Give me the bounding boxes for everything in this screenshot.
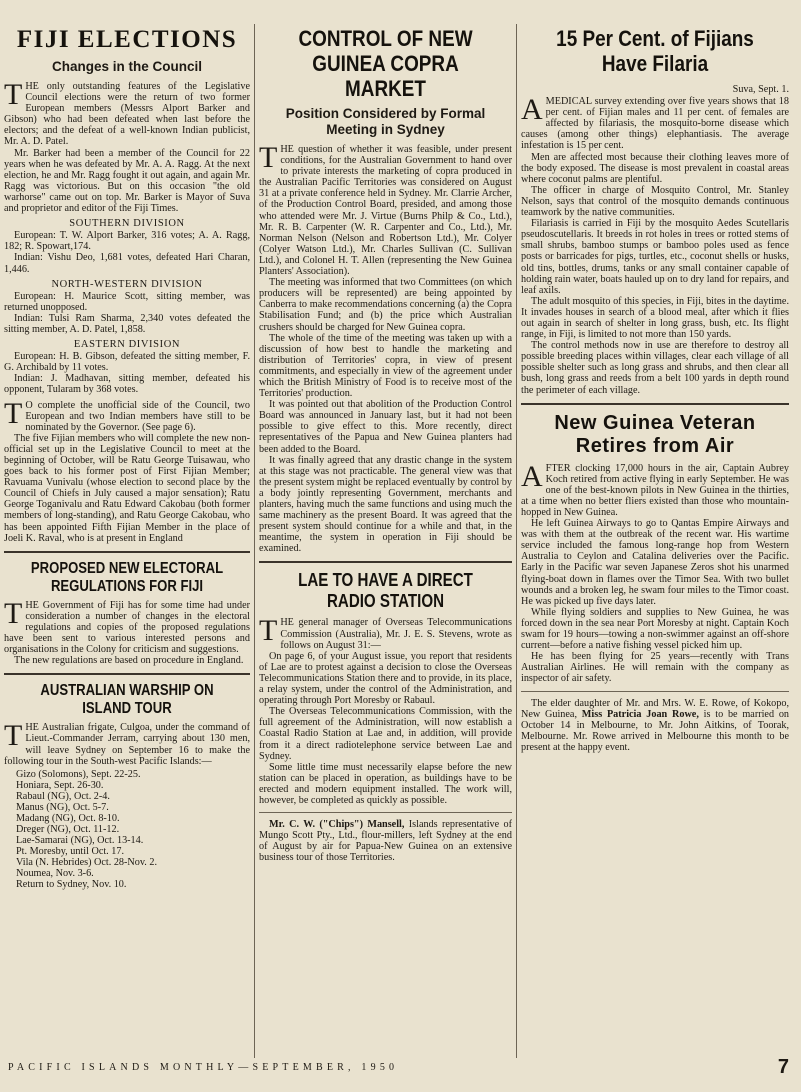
filaria-paragraph-3: The officer in charge of Mosquito Control, Mr. Stanley Nelson, says that control of the mosquito demands continuous teamwork by the native communities. — [521, 184, 789, 219]
drop-cap: T — [4, 719, 23, 753]
copra-paragraph-3: The whole of the time of the meeting was taken up with a discussion of how best to handle the marketing and distribution of Territories' copra, in view of present commitments, and especially in view of the agreement under which the British Ministry of Food is to receive most of the Territories' production. — [259, 332, 512, 400]
fiji-paragraph-4: The five Fijian members who will complete the new non-official set up in the Legislative Council to meet at the beginning of October, will be Ratu George Tuisawau, who goes back to his former post of First Fijian Member; Ravuama Vunivalu (whose election to second place by the Council of Chiefs in July caused a major sensation); Ratu George Toganivalu and Ratu Edward Cakobau (both former members of long-standing), and Ratu George Cakobau, who has been appointed Fifth Fijian Member in the place of Joeli K. Raval, who is at present in England — [4, 432, 250, 544]
itinerary-item: Noumea, Nov. 3-6. — [16, 867, 94, 879]
filaria-paragraph-2: Men are affected most because their clothing leaves more of the body exposed. The disease is most prevalent in coastal areas where coconut palms are plentiful. — [521, 151, 789, 185]
electoral-paragraph-2: The new regulations are based on procedure in England. — [14, 655, 244, 667]
filaria-paragraph-4: Filariasis is carried in Fiji by the mosquito Aedes Scutellaris pseudoscutellaris. It breeds in rot holes in trees or rotted stems of small shrubs, bamboo stumps or bamboo poles used as fence posts or barricades for pigs, turtles, etc., coconut shells or husks, old tins, bottles, drums, tanks or any small container capable of holding rain water, boats hauled up on to dry land for repairs, and leaf axils. — [521, 218, 789, 296]
warship-headline: AUSTRALIAN WARSHIP ON ISLAND TOUR — [40, 682, 214, 718]
drop-cap: T — [259, 614, 278, 648]
page-number: 7 — [777, 1056, 789, 1078]
column-middle — [259, 26, 512, 1066]
column-left — [4, 26, 250, 1066]
southern-indian-result: Indian: Vishu Deo, 1,681 votes, defeated Hari Charan, 1,446. — [4, 252, 250, 275]
itinerary-item: Manus (NG), Oct. 5-7. — [16, 801, 109, 813]
itinerary-item: Vila (N. Hebrides) Oct. 28-Nov. 2. — [16, 856, 158, 868]
fiji-paragraph-1: THE only outstanding features of the Legislative Council elections were the return of two former European members (Messrs Alport Barker and Gibson) who had been defeated when last before the electors; and the defeat of a well-known Indian publicist, Mr. A. D. Patel. — [4, 78, 250, 148]
lae-paragraph-2: On page 6, of your August issue, you report that residents of Lae are to protest against a decision to close the Overseas Telecommunications Station there and to provide, in its place, a relay system, under the control of the Administration, and operating through Port Moresby or Rabaul. — [259, 650, 512, 707]
filaria-paragraph-5: The adult mosquito of this species, in Fiji, bites in the daytime. It invades houses in search of a blood meal, after which it flies out again in search of shelter in long grass, bush, etc. Its flight range, in Fiji, is limited to not more than 150 yards. — [521, 295, 789, 341]
warship-paragraph-1: THE Australian frigate, Culgoa, under the command of Lieut.-Commander Jerram, carrying about 130 men, will leave Sydney on September 16 to make the following tour in the South-west Pacific Islands:— — [4, 719, 250, 767]
drop-cap: T — [4, 596, 23, 630]
mansell-note: Mr. C. W. ("Chips") Mansell, Islands representative of Mungo Scott Pty., Ltd., flour-millers, left Sydney at the end of August by air for Papua-New Guinea on an extensive business tour of those Territories. — [259, 819, 512, 864]
itinerary-item: Rabaul (NG), Oct. 2-4. — [16, 790, 110, 802]
nw-indian-result: Indian: Tulsi Ram Sharma, 2,340 votes defeated the sitting member, A. D. Patel, 1,858. — [4, 312, 250, 335]
lae-paragraph-1: THE general manager of Overseas Telecommunications Commission (Australia), Mr. J. E. S. Stevens, wrote as follows on August 31:— — [259, 614, 512, 651]
article-divider — [4, 673, 250, 675]
itinerary-item: Madang (NG), Oct. 8-10. — [16, 812, 120, 824]
itinerary-item: Pt. Moresby, until Oct. 17. — [16, 845, 125, 857]
copra-market-subheadline: Position Considered by Formal Meeting in Sydney — [285, 106, 486, 137]
copra-market-headline: CONTROL OF NEW GUINEA COPRA MARKET — [298, 26, 473, 101]
filaria-paragraph-1: AMEDICAL survey extending over five years shows that 18 per cent. of Fijian males and 11 per cent. of females are affected by filariasis, the mosquito-borne disease which causes (among other things) elephantiasis. The average infestation is 15 per cent. — [521, 93, 789, 152]
veteran-paragraph-3: While flying soldiers and supplies to New Guinea, he was forced down in the sea near Port Moresby at night. Captain Koch swam for 19 hours—towing a non-swimmer against an off-shore current—before a native fishing vessel picked him up. — [521, 606, 789, 652]
running-footer: PACIFIC ISLANDS MONTHLY—SEPTEMBER, 1950 — [8, 1062, 399, 1073]
article-divider — [521, 403, 789, 405]
itinerary-item: Gizo (Solomons), Sept. 22-25. — [16, 768, 141, 780]
drop-cap: T — [4, 396, 23, 430]
copra-paragraph-4: It was pointed out that abolition of the Production Control Board was announced in January last, but it had not been possible to give effect to this. More recently, direct representatives of the Papua and New Guinea planters had been added to the Board. — [259, 399, 512, 455]
article-divider — [259, 561, 512, 563]
copra-paragraph-1: THE question of whether it was feasible, under present conditions, for the Australian Government to hand over to private interests the marketing of copra produced in the Australian Pacific Territories was considered on August 31 at a private conference held in Sydney. Mr. Clarrie Archer, of the Production Control Board, presided, and among those who attended were Mr. J. Virtue (Burns Philp & Co., Ltd.), Mr. R. B. Carpenter (W. R. Carpenter and Co., Ltd.), Mr. Norman Nelson (Nelson and Robertson Ltd.), Mr. Colyer (Colyer Watson Ltd.), Mr. Charles Sullivan (C. Sullivan Ltd.), and Colonel H. T. Allen (representing the New Guinea Planters' Association). — [259, 141, 512, 278]
lae-paragraph-4: Some little time must necessarily elapse before the new station can be placed in operation, as buildings have to be erected and modern equipment installed. The work will, however, be completed as quickly as possible. — [259, 761, 512, 806]
drop-cap: A — [521, 93, 543, 127]
fiji-paragraph-2: Mr. Barker had been a member of the Council for 22 years when he was defeated by Mr. A. A. Ragg. At the next election, he and Mr. Ragg fought it out again, and again Mr. Ragg was victorious. But on this occasion "the old warhorse" came out on top. Mr. Barker is Mayor of Suva and proprietor and editor of the Fiji Times. — [4, 147, 250, 215]
warship-itinerary — [16, 769, 250, 890]
eastern-indian-result: Indian: J. Madhavan, sitting member, defeated his opponent, Tularam by 368 votes. — [4, 373, 250, 396]
lae-paragraph-3: The Overseas Telecommunications Commission, with the full agreement of the Administration, will now establish a Coastal Radio Station at Lae and, in addition, will provide from it a direct radiotelephone service between Lae and Sydney. — [259, 706, 512, 762]
electoral-regulations-headline: PROPOSED NEW ELECTORAL REGULATIONS FOR FIJI — [30, 559, 224, 595]
drop-cap: A — [521, 459, 543, 493]
nw-european-result: European: H. Maurice Scott, sitting member, was returned unopposed. — [4, 290, 250, 313]
mansell-name: Mr. C. W. ("Chips") Mansell, — [269, 819, 405, 831]
fiji-elections-headline: FIJI ELECTIONS — [16, 26, 238, 53]
itinerary-item: Return to Sydney, Nov. 10. — [16, 878, 127, 890]
southern-european-result: European: T. W. Alport Barker, 316 votes; A. A. Ragg, 182; R. Spowart,174. — [4, 230, 250, 253]
copra-paragraph-2: The meeting was informed that two Committees (on which producers will be represented) are being appointed by Canberra to make recommendations concerning (a) the Copra Stabilisation Fund; and (b) the price which Australian crushers should be charged for New Guinea copra. — [259, 277, 512, 333]
filaria-dateline: Suva, Sept. 1. — [732, 84, 789, 95]
southern-division-heading: SOUTHERN DIVISION — [69, 218, 185, 230]
filaria-headline: 15 Per Cent. of Fijians Have Filaria — [556, 26, 754, 76]
drop-cap: T — [259, 141, 278, 174]
itinerary-item: Dreger (NG), Oct. 11-12. — [16, 823, 120, 835]
veteran-headline: New Guinea Veteran Retires from Air — [554, 411, 756, 457]
copra-paragraph-5: It was finally agreed that any drastic change in the system at this stage was not practicable. The general view was that the present system might be replaced eventually by control by a body jointly representing Government, merchants and planters, having much the same functions and using much the same machinery as the present Board. It was agreed that the present system should continue for a while and that, in the meantime, the system in operation in Fiji should be examined. — [259, 454, 512, 555]
north-western-division-heading: NORTH-WESTERN DIVISION — [51, 278, 203, 290]
article-divider — [259, 812, 512, 813]
eastern-european-result: European: H. B. Gibson, defeated the sitting member, F. G. Archibald by 11 votes. — [4, 351, 250, 374]
veteran-paragraph-1: AFTER clocking 17,000 hours in the air, Captain Aubrey Koch retired from active flying in early September. He was one of the best-known pilots in New Guinea in the thirties, at a time when no better fliers existed than those who mountain-hopped in New Guinea. — [521, 459, 789, 518]
article-divider — [521, 691, 789, 692]
veteran-paragraph-4: He has been flying for 25 years—recently with Trans Australian Airlines. He will remain with the company as inspector of air safety. — [521, 651, 789, 685]
rowe-note: The elder daughter of Mr. and Mrs. W. E. Rowe, of Kokopo, New Guinea, Miss Patricia Joan Rowe, is to be married on October 14 in Melbourne, to Mr. John Aitkins, of Toorak, Melbourne. Mr. Rowe arrived in Melbourne this month to be present at the happy event. — [521, 697, 789, 753]
filaria-paragraph-6: The control methods now in use are therefore to destroy all possible breeding places within villages, clear each village of all possible shelter such as long grass and shrubs, and then clear all bush, long grass and reeds from a belt 100 yards in depth round the perimeter of each village. — [521, 340, 789, 396]
fiji-paragraph-3: T O complete the unofficial side of the Council, two European and two Indian members have still to be nominated by the Governor. (See page 6). — [4, 396, 250, 433]
itinerary-item: Lae-Samarai (NG), Oct. 13-14. — [16, 834, 144, 846]
column-right — [521, 26, 789, 1066]
fiji-elections-subheadline: Changes in the Council — [51, 59, 202, 74]
drop-cap: T — [4, 78, 23, 111]
column-rule — [516, 24, 517, 1058]
veteran-paragraph-2: He left Guinea Airways to go to Qantas Empire Airways and was with them at the outbreak of the recent war. His wartime service included the famous long-range hop from Western Australia to Ceylon and Catalina deliveries over the Pacific. Early in the Pacific war seven Japanese Zeros shot his unarmed flying-boat down in flames over the Timor Sea. With two bullet wounds and a broken leg, he swam four miles to the Timor coast. He was picked up five days later. — [521, 518, 789, 607]
eastern-division-heading: EASTERN DIVISION — [73, 339, 181, 351]
rowe-name: Miss Patricia Joan Rowe, — [581, 708, 699, 720]
column-rule — [254, 24, 255, 1058]
electoral-paragraph-1: THE Government of Fiji has for some time had under consideration a number of changes in the electoral regulations and copies of the proposed regulations have been sent to various interested persons and organisations in the Colony for criticism and suggestions. — [4, 596, 250, 656]
article-divider — [4, 551, 250, 553]
itinerary-item: Honiara, Sept. 26-30. — [16, 779, 104, 791]
lae-radio-headline: LAE TO HAVE A DIRECT RADIO STATION — [298, 570, 473, 612]
